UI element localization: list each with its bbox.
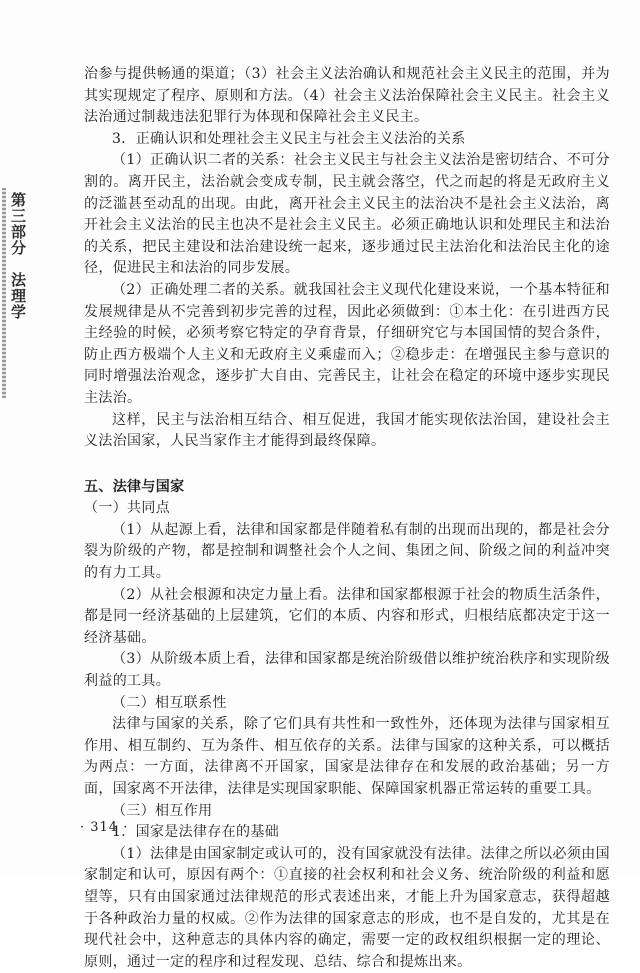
paragraph: （3）从阶级本质上看，法律和国家都是统治阶级借以维护统治秩序和实现阶级利益的工具。 [84, 651, 610, 690]
side-decorative-bar [2, 188, 6, 398]
paragraph: （2）正确处理二者的关系。就我国社会主义现代化建设来说，一个基本特征和发展规律是从不完善到初步完善的过程，因此必须做到：①本土化：在引进西方民主经验的时候，必须考察它特定的孕育背景，仔细研究它与本国国情的契合条件，防止西方极端个人主义和无政府主义乘虚而入；②稳步走：在增强民主参与意识的同时增强法治观念，逐步扩大自由、完善民主，让社会在稳定的环境中逐步实现民主法治。 [84, 281, 610, 406]
paragraph: （1）正确认识二者的关系：社会主义民主与社会主义法治是密切结合、不可分割的。离开民主，法治就会变成专制，民主就会落空，代之而起的将是无政府主义的泛滥甚至动乱的出现。由此，离开社会主义民主的法治决不是社会主义法治，离开社会主义法治的民主也决不是社会主义民主。必须正确地认识和处理民主和法治的关系，把民主建设和法治建设统一起来，逐步通过民主法治化和法治民主化的途径，促进民主和法治的同步发展。 [84, 152, 610, 277]
subsection-heading: （三）相互作用 [112, 802, 213, 819]
paragraph: 法律与国家的关系，除了它们具有共性和一致性外，还体现为法律与国家相互作用、相互制约、互为条件、相互依存的关系。法律与国家的这种关系，可以概括为两点：一方面，法律离不开国家，国家是法律存在和发展的政治基础；另一方面，国家离不开法律，法律是实现国家职能、保障国家机器正常运转的重要工具。 [84, 716, 610, 797]
section-heading: 五、法律与国家 [84, 478, 185, 495]
side-tab [0, 188, 30, 398]
paragraph: （2）从社会根源和决定力量上看。法律和国家都根源于社会的物质生活条件，都是同一经济基础的上层建筑，它们的本质、内容和形式，归根结底都决定于这一经济基础。 [84, 586, 610, 646]
subsection-heading: 3．正确认识和处理社会主义民主与社会主义法治的关系 [112, 130, 466, 147]
body-text [84, 64, 610, 973]
paragraph: 这样，民主与法治相互结合、相互促进，我国才能实现依法治国，建设社会主义法治国家，人民当家作主才能得到最终保障。 [84, 411, 610, 450]
subsection-heading: （一）共同点 [84, 500, 171, 517]
paragraph: 治参与提供畅通的渠道；（3）社会主义法治确认和规范社会主义民主的范围，并为其实现规定了程序、原则和方法。（4）社会主义法治保障社会主义民主。社会主义法治通过制裁违法犯罪行为体现和保障社会主义民主。 [84, 66, 610, 126]
subsection-heading: 1．国家是法律存在的基础 [112, 824, 280, 841]
paragraph: （1）从起源上看，法律和国家都是伴随着私有制的出现而出现的，都是社会分裂为阶级的产物，都是控制和调整社会个人之间、集团之间、阶级之间的利益冲突的有力工具。 [84, 521, 610, 582]
page-number: · 314 · [80, 820, 129, 835]
side-tab-label: 第三部分 法理学 [9, 192, 27, 320]
subsection-heading: （二）相互联系性 [112, 694, 227, 711]
paragraph: （1）法律是由国家制定或认可的，没有国家就没有法律。法律之所以必须由国家制定和认可，原因有两个：①直接的社会权利和社会义务、统治阶级的利益和愿望等，只有由国家通过法律规范的形式表述出来，才能上升为国家意志，获得超越于各种政治力量的权威。②作为法律的国家意志的形成，也不是自发的，尤其是在现代社会中，这种意志的具体内容的确定，需要一定的政权组织根据一定的理论、原则，通过一定的程序和过程发现、总结、综合和提炼出来。 [84, 845, 610, 970]
